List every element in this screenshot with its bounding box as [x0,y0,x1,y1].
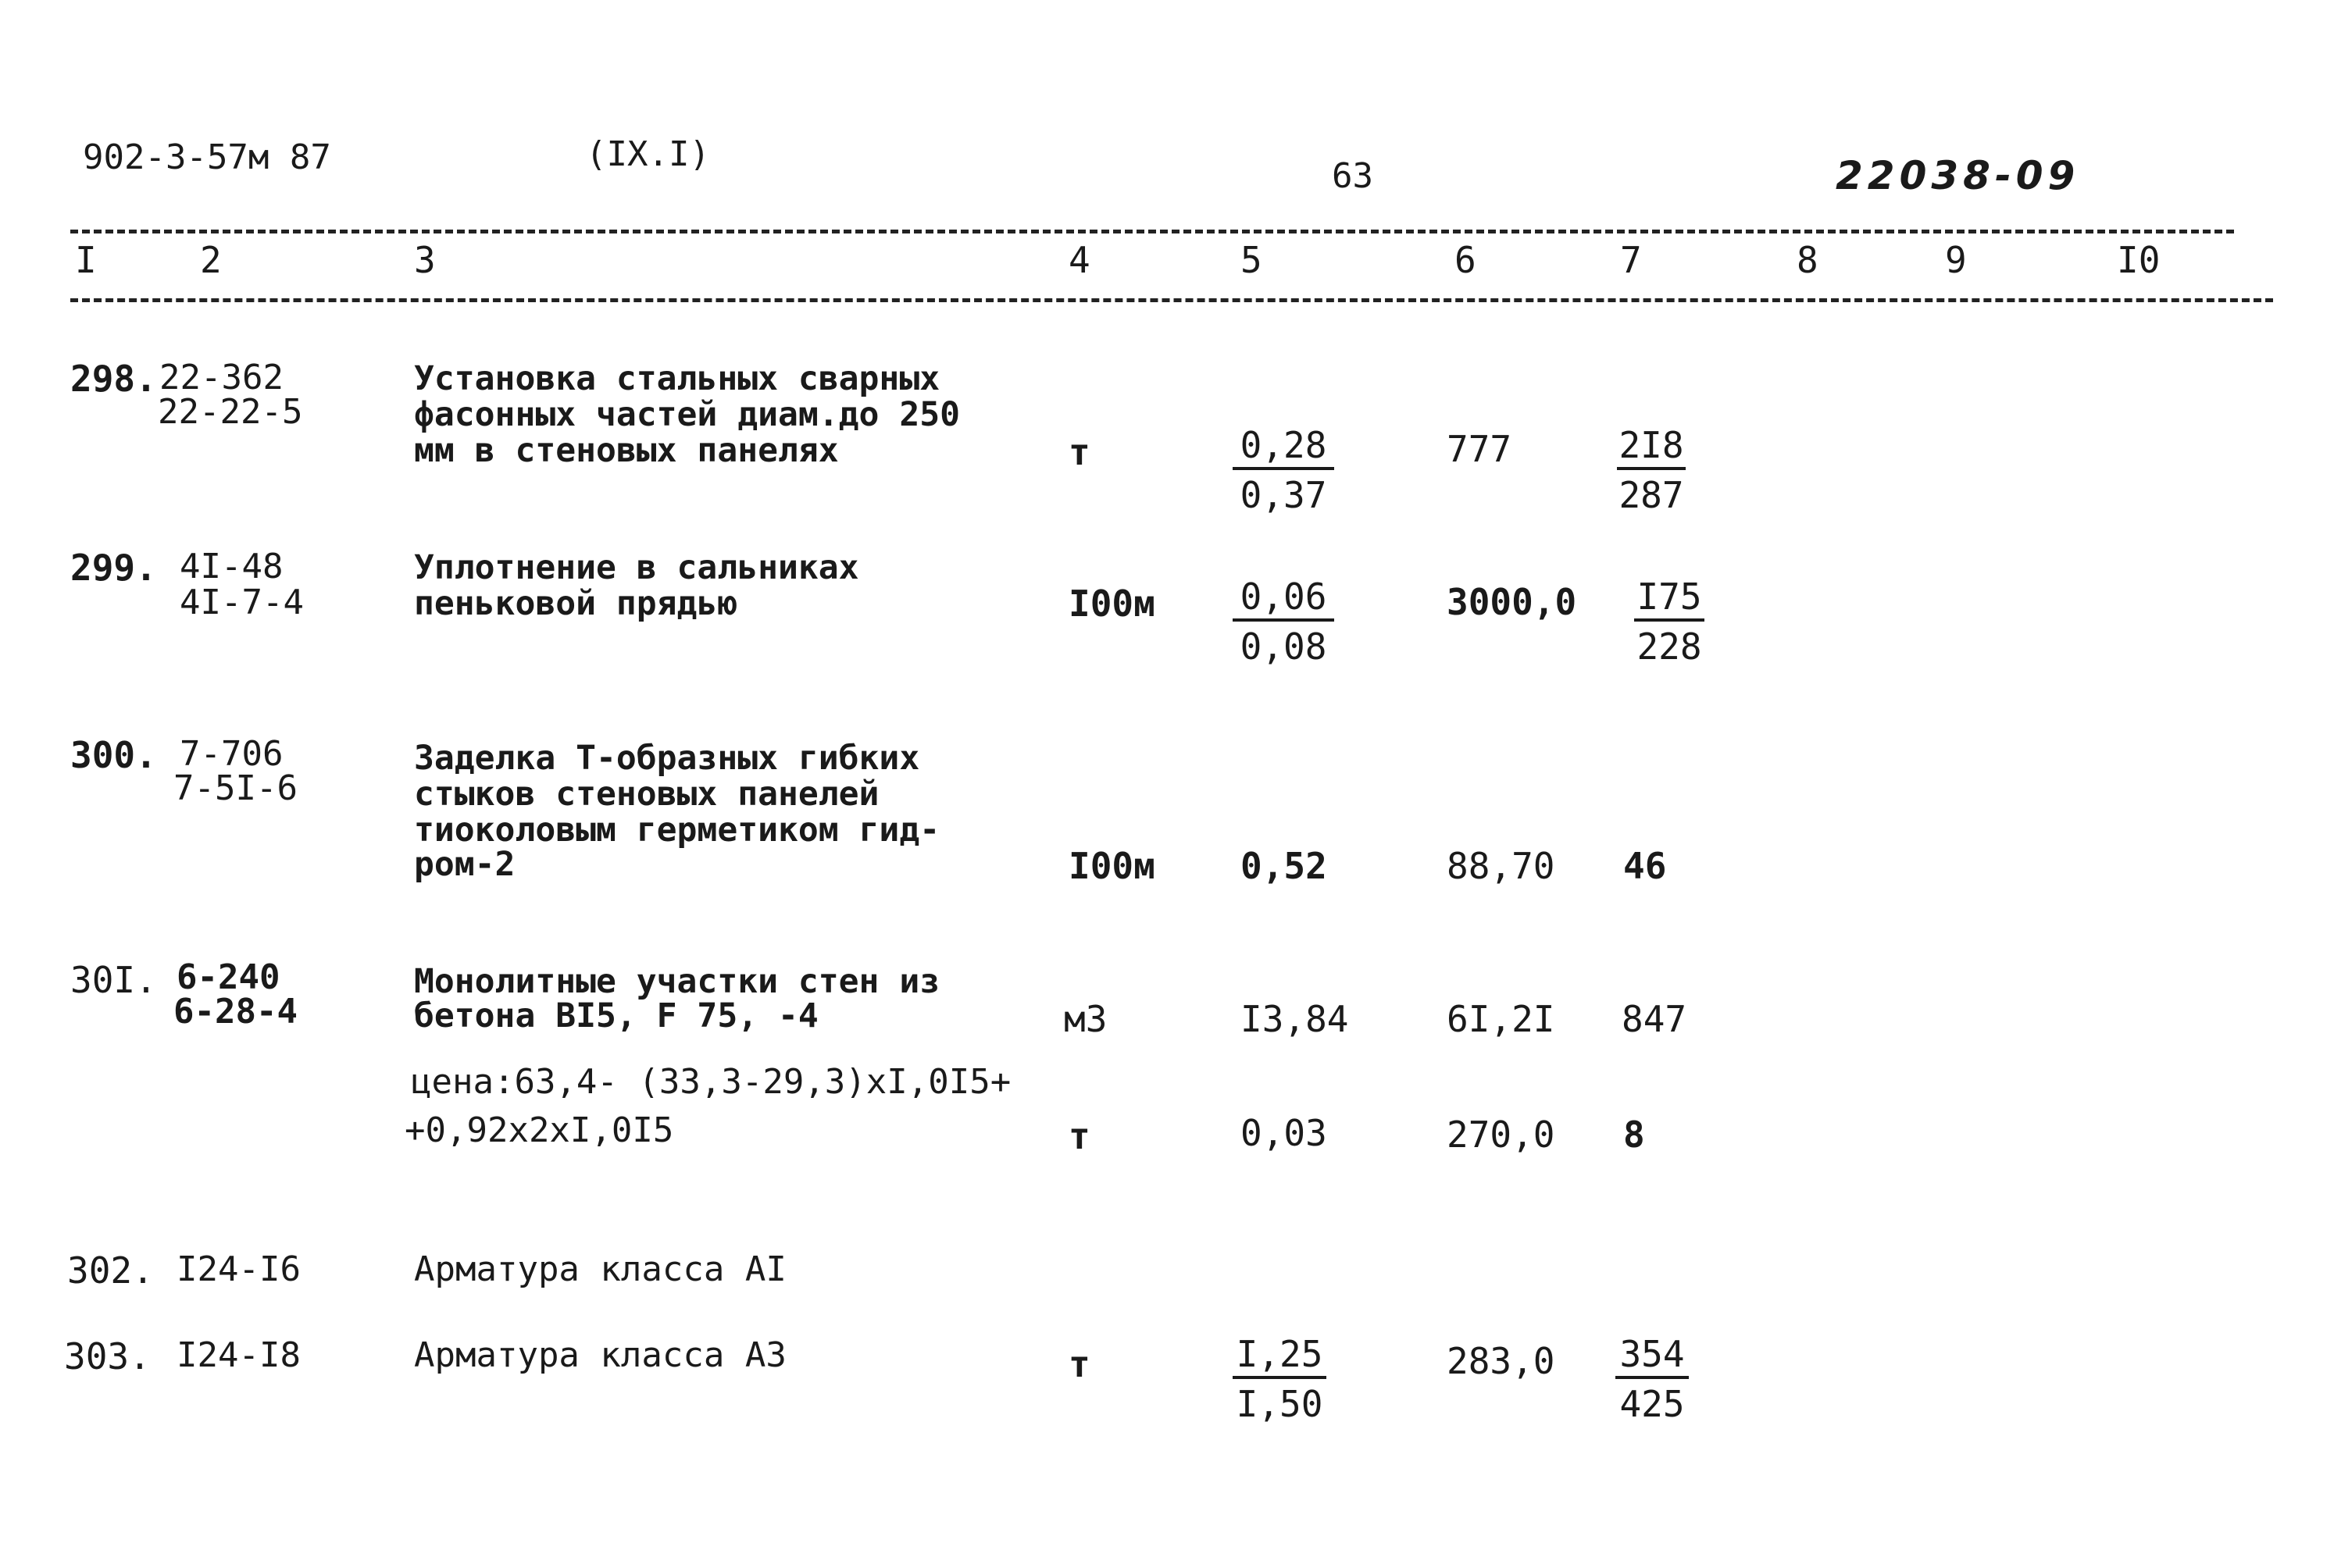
row-298-quantity-top: 0,28 [1233,423,1334,470]
column-4-header: 4 [1069,239,1090,281]
row-299-cost-bottom: 228 [1636,625,1702,668]
row-298-cost [1617,423,1686,520]
row-299-description-1: Уплотнение в сальниках [414,548,859,587]
column-7-header: 7 [1620,239,1642,281]
row-298-unit: т [1069,431,1090,473]
row-301-number: 30I. [70,959,157,1001]
row-301-description-2: бетона BI5, F 75, -4 [414,996,819,1035]
column-9-header: 9 [1945,239,1967,281]
row-300-code-1: 7-706 [180,734,284,774]
row-301-code-1: 6-240 [177,957,280,997]
row-301-quantity: I3,84 [1240,998,1349,1040]
row-299-unit: I00м [1069,583,1155,625]
row-298-description-3: мм в стеновых панелях [414,431,839,470]
header-top-rule [70,230,2234,233]
row-301-price: 6I,2I [1447,998,1555,1040]
row-299-number: 299. [70,547,157,589]
row-303-cost-bottom: 425 [1619,1383,1685,1425]
row-302-description-1: Арматура класса AI [414,1249,787,1289]
row-299-quantity-top: 0,06 [1233,575,1334,622]
row-300-number: 300. [70,734,157,776]
row-303-price: 283,0 [1447,1340,1555,1382]
row-300-cost: 46 [1623,845,1667,887]
row-298-quantity [1233,423,1334,520]
row-301-extra-cost: 8 [1623,1114,1645,1156]
row-303-number: 303. [64,1335,151,1377]
row-303-quantity-bottom: I,50 [1236,1383,1323,1425]
row-303-description-1: Арматура класса A3 [414,1335,787,1375]
column-2-header: 2 [200,239,222,281]
section-label: (IX.I) [586,134,710,174]
row-299-quantity [1233,575,1334,672]
archive-stamp: 22038-09 [1836,153,2080,198]
row-301-price-formula-1: цена:63,4- (33,3-29,3)xI,0I5+ [411,1062,1012,1102]
row-301-extra-price: 270,0 [1447,1114,1555,1156]
column-5-header: 5 [1240,239,1262,281]
row-298-code-1: 22-362 [159,358,284,397]
row-298-quantity-bottom: 0,37 [1240,474,1327,516]
row-300-code-2: 7-5I-6 [173,768,298,808]
row-299-price: 3000,0 [1447,581,1577,623]
row-299-description-2: пеньковой прядью [414,584,738,623]
row-299-cost [1634,575,1704,672]
document-code: 902-3-57м 87 [83,137,331,177]
row-303-quantity [1233,1332,1326,1429]
row-300-description-4: ром-2 [414,845,516,884]
column-6-header: 6 [1454,239,1476,281]
row-301-price-formula-2: +0,92x2xI,0I5 [405,1110,674,1150]
row-301-description-1: Монолитные участки стен из [414,962,940,1001]
row-298-cost-top: 2I8 [1617,423,1686,470]
row-300-description-1: Заделка Т-образных гибких [414,739,920,778]
row-298-cost-bottom: 287 [1618,474,1684,516]
row-299-code-2: 4I-7-4 [180,583,304,622]
row-298-code-2: 22-22-5 [158,392,303,432]
row-302-number: 302. [67,1249,154,1292]
row-298-number: 298. [70,358,157,400]
row-303-cost-top: 354 [1615,1332,1689,1379]
row-301-extra-quantity: 0,03 [1240,1112,1327,1154]
page-number: 63 [1332,156,1373,196]
row-299-code-1: 4I-48 [180,547,284,586]
row-298-price: 777 [1447,428,1512,470]
row-299-quantity-bottom: 0,08 [1240,625,1327,668]
row-300-description-2: стыков стеновых панелей [414,775,880,814]
column-1-header: I [75,239,97,281]
row-301-extra-unit: т [1069,1115,1090,1157]
row-300-unit: I00м [1069,845,1155,887]
header-bottom-rule [70,298,2273,302]
column-10-header: I0 [2117,239,2161,281]
row-298-description-1: Установка стальных сварных [414,359,940,398]
row-300-quantity: 0,52 [1240,845,1327,887]
row-301-code-2: 6-28-4 [173,992,298,1032]
row-303-cost [1615,1332,1689,1429]
row-298-description-2: фасонных частей диам.до 250 [414,395,960,434]
row-300-price: 88,70 [1447,845,1555,887]
row-303-unit: т [1069,1343,1090,1385]
row-303-quantity-top: I,25 [1233,1332,1326,1379]
row-302-code-1: I24-I6 [177,1249,301,1289]
row-301-cost: 847 [1622,998,1687,1040]
row-299-cost-top: I75 [1634,575,1704,622]
column-8-header: 8 [1797,239,1818,281]
row-300-description-3: тиоколовым герметиком гид- [414,811,940,850]
column-3-header: 3 [414,239,436,281]
row-303-code-1: I24-I8 [177,1335,301,1375]
row-301-unit: м3 [1064,998,1108,1040]
